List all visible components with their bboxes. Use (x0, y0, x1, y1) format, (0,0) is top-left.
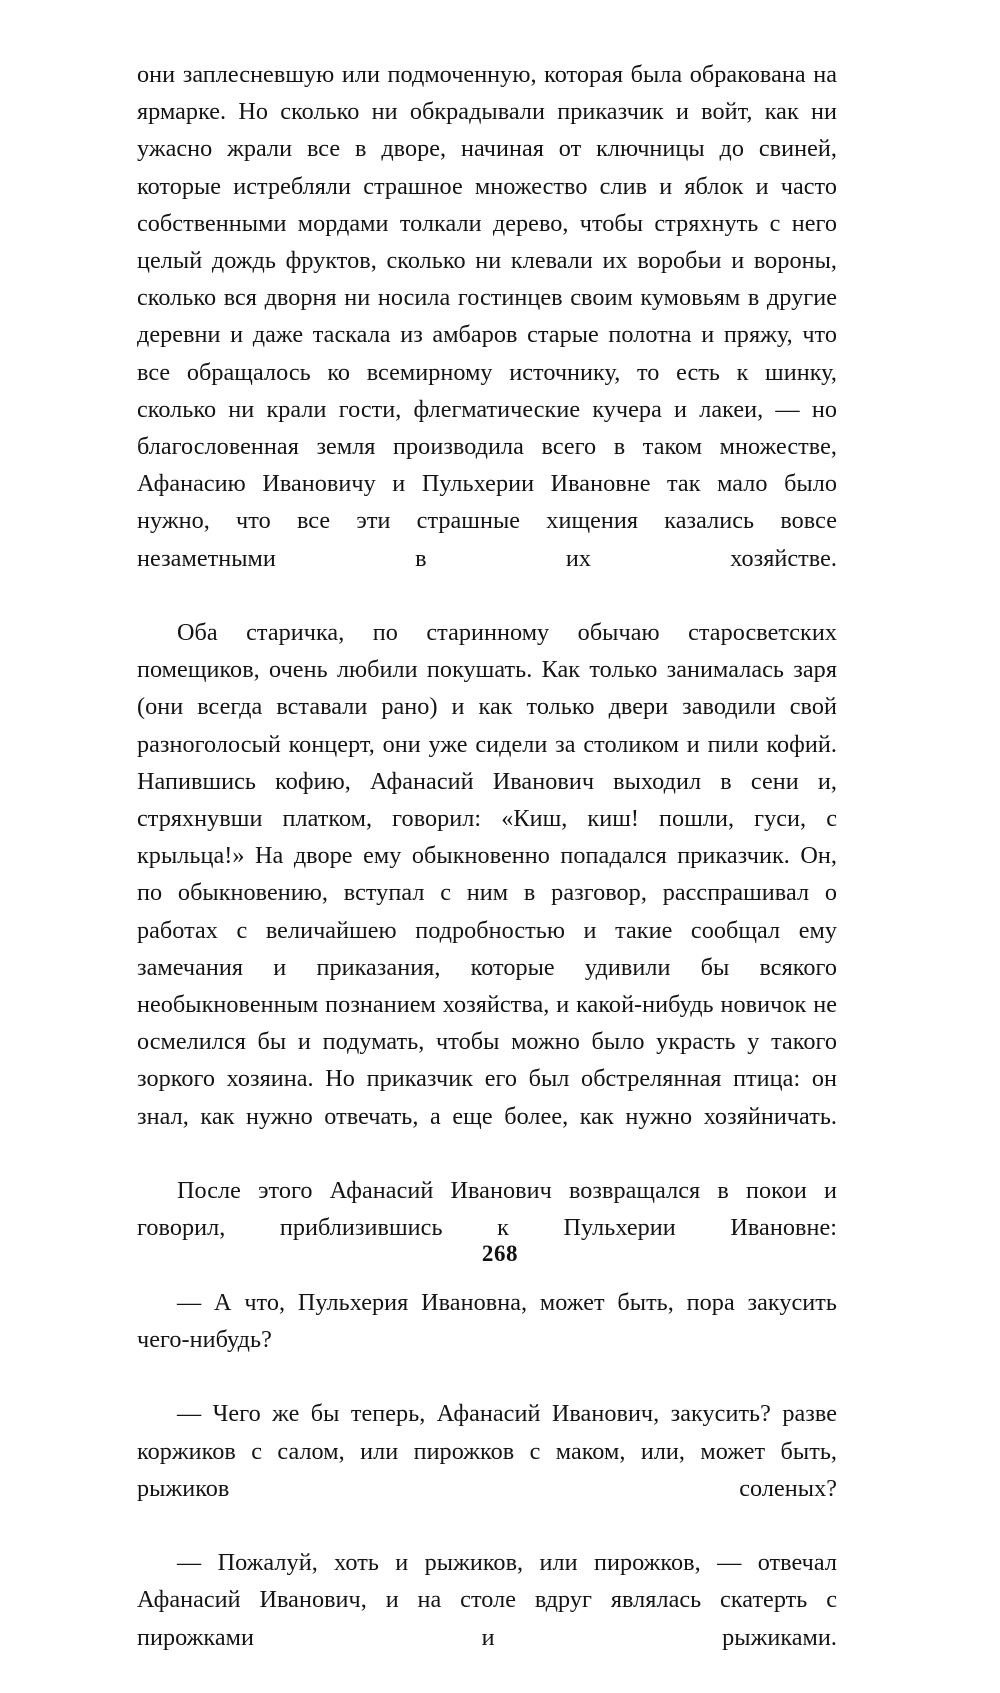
page-text-block (137, 56, 837, 1693)
paragraph-2: Оба старичка, по старинному обычаю старосветских помещиков, очень любили покушать. Как только занималась заря (они всегда вставали рано) и как только двери заводили свой разноголосый концерт, они уже сидели за столиком и пили кофий. Напившись кофию, Афанасий Иванович выходил в сени и, стряхнувши платком, говорил: «Киш, киш! пошли, гуси, с крыльца!» На дворе ему обыкновенно попадался приказчик. Он, по обыкновению, вступал с ним в разговор, расспрашивал о работах с величайшею подробностью и такие сообщал ему замечания и приказания, которые удивили бы всякого необыкновенным познанием хозяйства, и какой-нибудь новичок не осмелился бы и подумать, чтобы можно было украсть у такого зоркого хозяина. Но приказчик его был обстрелянная птица: он знал, как нужно отвечать, а еще более, как нужно хозяйничать. (137, 619, 837, 1130)
paragraph-4-dialogue: — А что, Пульхерия Ивановна, может быть, пора закусить чего-нибудь? (137, 1288, 837, 1353)
paragraph-1: они заплесневшую или подмоченную, которая была обракована на ярмарке. Но сколько ни обкрадывали приказчик и войт, как ни ужасно жрали все в дворе, начиная от ключницы до свиней, которые истребляли страшное множество слив и яблок и часто собственными мордами толкали дерево, чтобы стряхнуть с него целый дождь фруктов, сколько ни клевали их воробьи и вороны, сколько вся дворня ни носила гостинцев своим кумовьям в другие деревни и даже таскала из амбаров старые полотна и пряжу, что все обращалось ко всемирному источнику, то есть к шинку, сколько ни крали гости, флегматические кучера и лакеи, — но благословенная земля производила всего в таком множестве, Афанасию Ивановичу и Пульхерии Ивановне так мало было нужно, что все эти страшные хищения казались вовсе незаметными в их хозяйстве. (137, 61, 837, 572)
paragraph-3: После этого Афанасий Иванович возвращался в покои и говорил, приблизившись к Пульхерии Ивановне: (137, 1177, 837, 1242)
paragraph-5-dialogue: — Чего же бы теперь, Афанасий Иванович, закусить? разве коржиков с салом, или пирожков с маком, или, может быть, рыжиков соленых? (137, 1400, 837, 1502)
paragraph-6-dialogue: — Пожалуй, хоть и рыжиков, или пирожков, — отвечал Афанасий Иванович, и на столе вдруг являлась скатерть с пирожками и рыжиками. (137, 1549, 837, 1651)
page-number: 268 (481, 1241, 519, 1266)
